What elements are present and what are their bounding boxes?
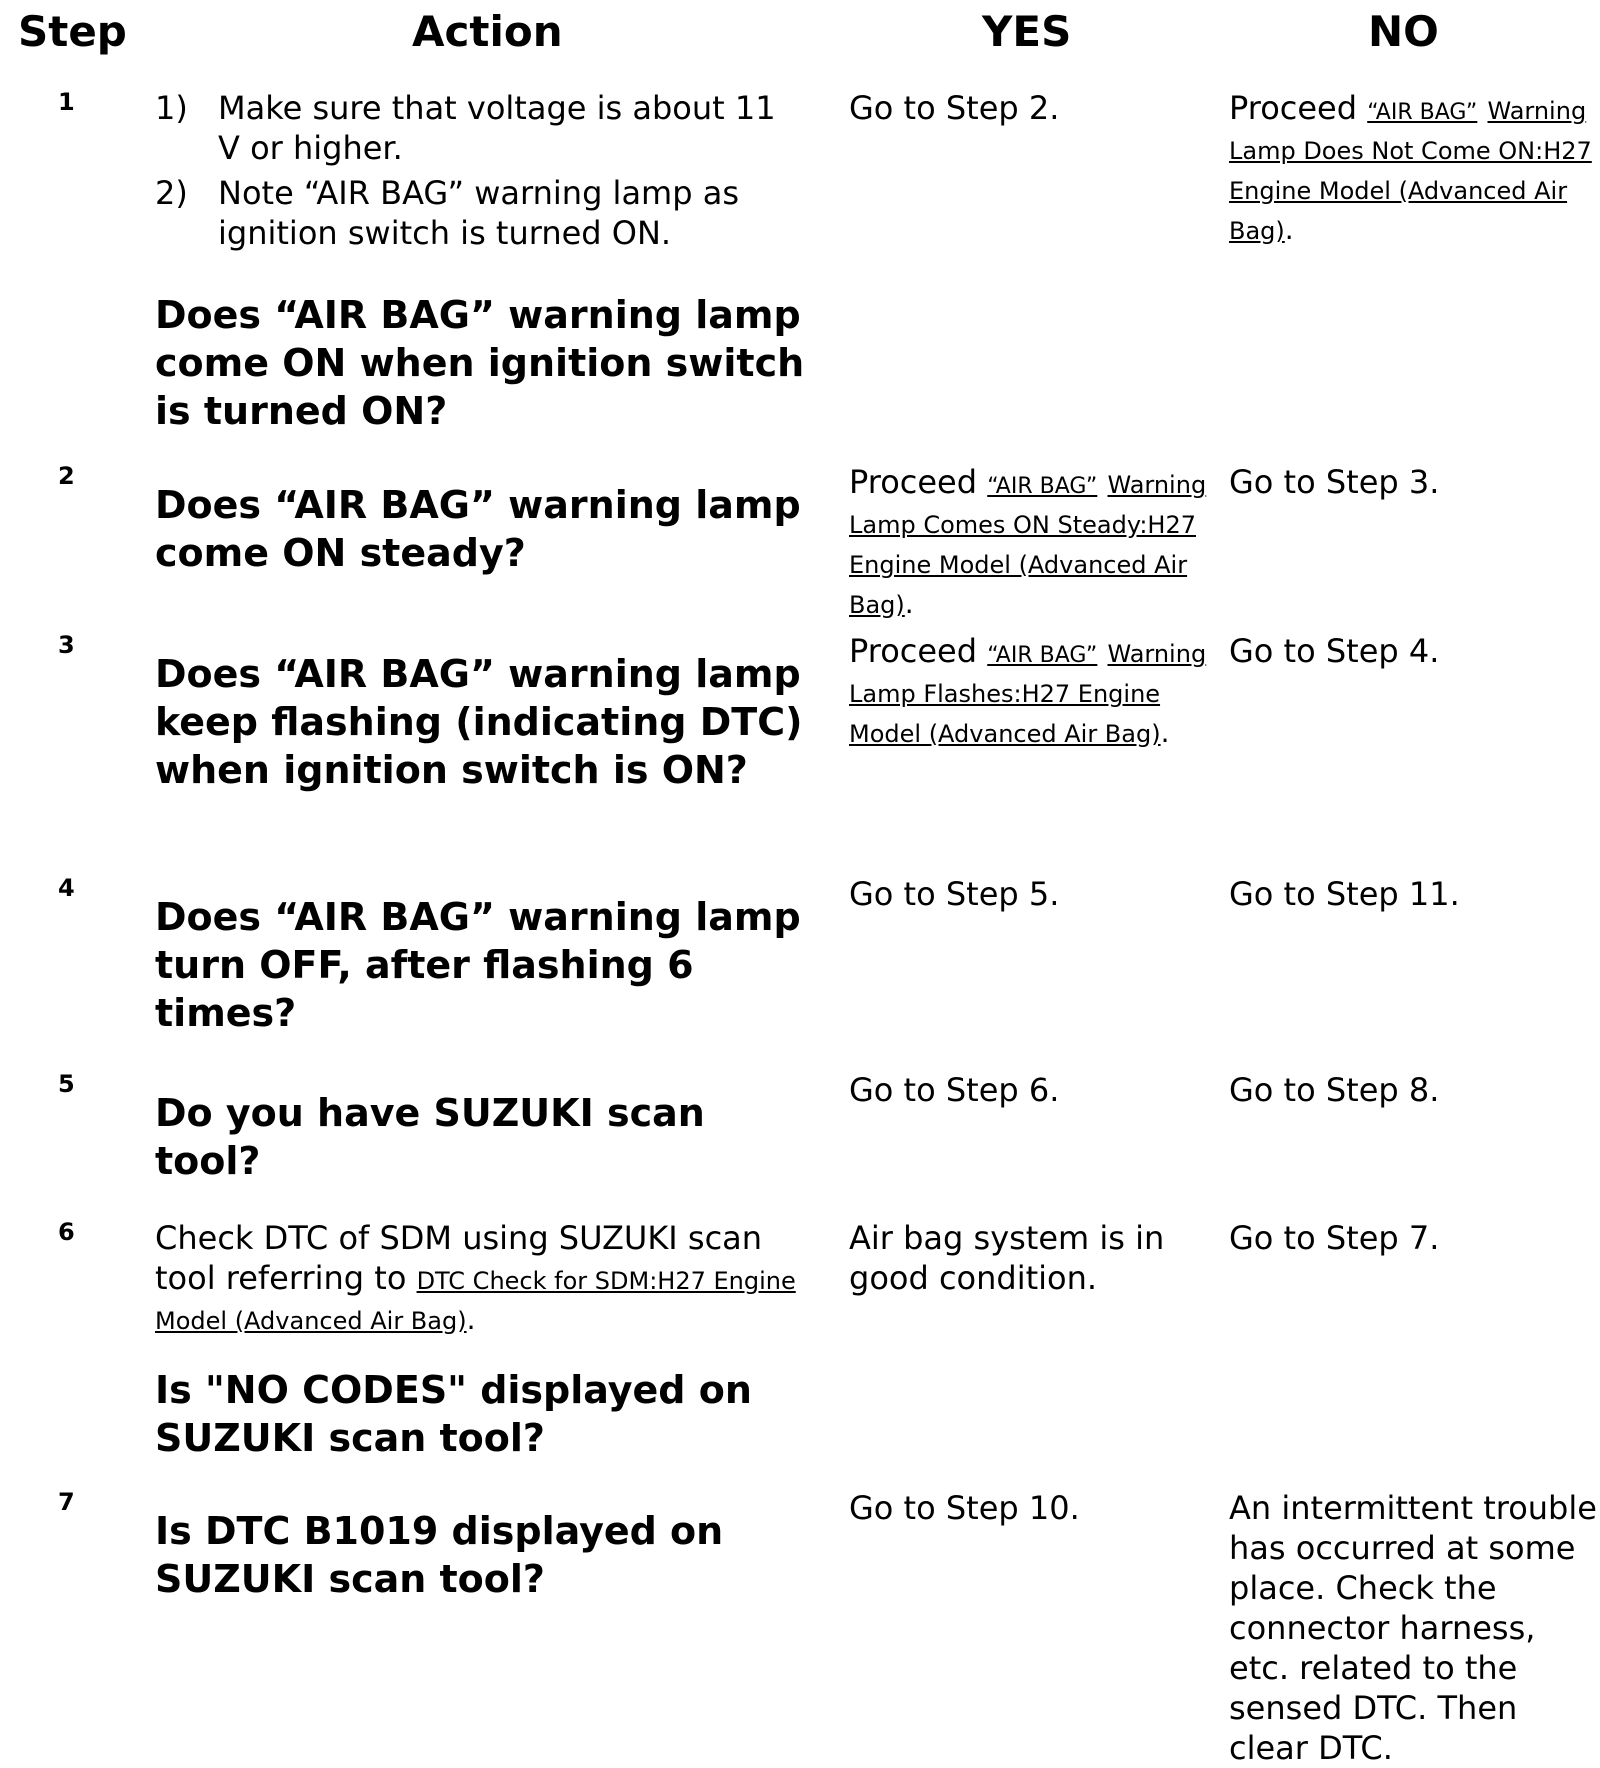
yes-cell: Go to Step 10. — [849, 1489, 1080, 1527]
step-number: 3 — [58, 631, 75, 659]
question: Is DTC B1019 displayed on SUZUKI scan tool? — [155, 1509, 724, 1601]
action-cell — [155, 1070, 805, 1185]
procedure-link[interactable]: “AIR BAG” — [987, 643, 1098, 668]
no-cell — [1229, 88, 1599, 250]
question: Does “AIR BAG” warning lamp keep flashing (indicating DTC) when ignition switch is ON? — [155, 652, 803, 792]
step-number: 4 — [58, 874, 75, 902]
list-item-text: Note “AIR BAG” warning lamp as ignition switch is turned ON. — [218, 174, 739, 252]
procedure-link[interactable]: Warning Lamp Flashes:H27 Engine Model (Advanced Air Bag) — [849, 640, 1207, 748]
no-cell: Go to Step 4. — [1229, 632, 1440, 670]
question: Do you have SUZUKI scan tool? — [155, 1091, 705, 1183]
proceed-text: Proceed — [849, 632, 978, 670]
step-number: 6 — [58, 1218, 75, 1246]
no-cell: An intermittent trouble has occurred at some place. Check the connector harness, etc. related to the sensed DTC. Then clear DTC. — [1229, 1489, 1597, 1767]
step-number: 7 — [58, 1488, 75, 1516]
column-header-yes: YES — [982, 7, 1072, 56]
no-cell: Go to Step 3. — [1229, 463, 1440, 501]
period: . — [1160, 716, 1170, 749]
action-cell — [155, 88, 805, 435]
action-list — [155, 88, 805, 253]
procedure-link[interactable]: “AIR BAG” — [1367, 100, 1478, 125]
action-cell — [155, 1488, 805, 1603]
column-header-step: Step — [18, 7, 127, 56]
no-cell: Go to Step 8. — [1229, 1071, 1440, 1109]
yes-cell — [849, 631, 1214, 753]
step-number: 2 — [58, 462, 75, 490]
question: Does “AIR BAG” warning lamp come ON when ignition switch is turned ON? — [155, 293, 805, 433]
question: Does “AIR BAG” warning lamp come ON steady? — [155, 483, 801, 575]
action-cell — [155, 462, 805, 577]
yes-cell: Go to Step 2. — [849, 89, 1060, 127]
yes-cell — [849, 462, 1214, 624]
question: Is "NO CODES" displayed on SUZUKI scan tool? — [155, 1368, 752, 1460]
action-cell — [155, 631, 805, 794]
list-item-number: 2) — [155, 174, 188, 212]
period: . — [904, 587, 914, 620]
step-number: 5 — [58, 1070, 75, 1098]
yes-cell: Go to Step 5. — [849, 875, 1060, 913]
no-cell: Go to Step 11. — [1229, 875, 1460, 913]
action-cell — [155, 874, 805, 1037]
procedure-link[interactable]: “AIR BAG” — [987, 474, 1098, 499]
yes-cell: Air bag system is in good condition. — [849, 1219, 1165, 1297]
yes-cell: Go to Step 6. — [849, 1071, 1060, 1109]
list-item-text: Make sure that voltage is about 11 V or higher. — [218, 89, 776, 167]
action-cell — [155, 1218, 805, 1462]
action-instruction: Check DTC of SDM using SUZUKI scan tool referring to — [155, 1219, 763, 1297]
list-item — [155, 173, 805, 253]
list-item — [155, 88, 805, 168]
period: . — [1284, 213, 1294, 246]
question: Does “AIR BAG” warning lamp turn OFF, after flashing 6 times? — [155, 895, 801, 1035]
no-cell: Go to Step 7. — [1229, 1219, 1440, 1257]
step-number: 1 — [58, 88, 75, 116]
proceed-text: Proceed — [849, 463, 978, 501]
procedure-link[interactable]: Warning Lamp Does Not Come ON:H27 Engine Model (Advanced Air Bag) — [1229, 97, 1592, 245]
column-header-action: Action — [412, 7, 563, 56]
column-header-no: NO — [1368, 7, 1439, 56]
proceed-text: Proceed — [1229, 89, 1358, 127]
dtc-check-link[interactable]: DTC Check for SDM:H27 Engine Model (Advanced Air Bag) — [155, 1267, 796, 1335]
list-item-number: 1) — [155, 89, 188, 127]
action-text — [155, 1218, 805, 1340]
procedure-link[interactable]: Warning Lamp Comes ON Steady:H27 Engine Model (Advanced Air Bag) — [849, 471, 1207, 619]
period: . — [466, 1303, 476, 1336]
